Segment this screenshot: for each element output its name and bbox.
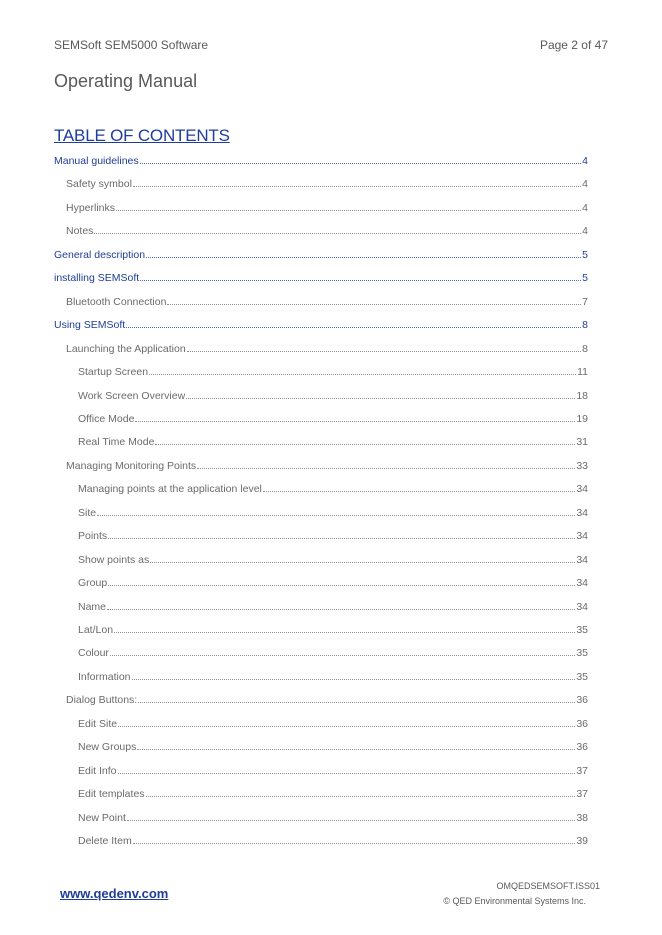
toc-entry-page: 11 <box>577 366 588 378</box>
toc-leader-dots <box>186 387 575 399</box>
toc-leader-dots <box>94 222 581 234</box>
toc-entry-label: Group <box>78 577 108 589</box>
toc-entry-label: Edit Info <box>78 765 117 777</box>
toc-leader-dots <box>118 715 575 727</box>
toc-entry-label: Manual guidelines <box>54 155 139 167</box>
toc-entry-page: 34 <box>576 483 588 495</box>
copyright-notice: © QED Environmental Systems Inc. <box>443 896 586 906</box>
toc-leader-dots <box>155 433 575 445</box>
toc-entry-page: 37 <box>576 765 588 777</box>
toc-leader-dots <box>137 738 575 750</box>
toc-leader-dots <box>138 691 575 703</box>
toc-entry-page: 4 <box>582 178 588 190</box>
toc-entry-label: Office Mode <box>78 413 135 425</box>
toc-entry[interactable] <box>78 668 588 684</box>
toc-leader-dots <box>126 316 581 328</box>
toc-entry-label: New Groups <box>78 741 137 753</box>
toc-entry-page: 8 <box>582 343 588 355</box>
toc-entry-label: Using SEMSoft <box>54 319 126 331</box>
toc-entry-label: Hyperlinks <box>66 202 116 214</box>
toc-leader-dots <box>197 457 575 469</box>
toc-leader-dots <box>108 527 575 539</box>
toc-leader-dots <box>149 363 576 375</box>
toc-entry-page: 36 <box>576 741 588 753</box>
toc-entry-label: Site <box>78 507 97 519</box>
toc-entry-label: Name <box>78 601 107 613</box>
toc-entry-label: Show points as <box>78 554 150 566</box>
toc-entry[interactable] <box>54 316 588 332</box>
toc-entry[interactable] <box>78 644 588 660</box>
toc-entry-page: 5 <box>582 249 588 261</box>
toc-entry[interactable] <box>78 527 588 543</box>
toc-entry-label: General description <box>54 249 146 261</box>
toc-leader-dots <box>140 152 582 164</box>
toc-leader-dots <box>118 762 576 774</box>
toc-entry-label: New Point <box>78 812 126 824</box>
toc-entry[interactable] <box>66 340 588 356</box>
toc-entry-page: 35 <box>576 647 588 659</box>
toc-leader-dots <box>146 246 581 258</box>
toc-leader-dots <box>133 832 576 844</box>
page-number: Page 2 of 47 <box>539 38 608 52</box>
toc-entry[interactable] <box>78 387 588 403</box>
toc-entry-page: 33 <box>576 460 588 472</box>
toc-entry-page: 34 <box>576 507 588 519</box>
toc-leader-dots <box>127 809 575 821</box>
toc-leader-dots <box>150 551 575 563</box>
toc-entry[interactable] <box>66 199 588 215</box>
toc-entry-label: Startup Screen <box>78 366 149 378</box>
toc-heading: TABLE OF CONTENTS <box>54 126 230 145</box>
toc-entry[interactable] <box>78 363 588 379</box>
toc-entry-page: 31 <box>576 436 588 448</box>
toc-entry-label: Managing points at the application level <box>78 483 262 495</box>
toc-entry-label: Safety symbol <box>66 178 132 190</box>
toc-entry-page: 19 <box>576 413 588 425</box>
toc-entry-page: 4 <box>582 155 588 167</box>
document-code: OMQEDSEMSOFT.ISS01 <box>496 881 600 891</box>
toc-entry-page: 7 <box>582 296 588 308</box>
toc-entry-label: Launching the Application <box>66 343 186 355</box>
toc-entry-page: 38 <box>576 812 588 824</box>
toc-entry-page: 5 <box>582 272 588 284</box>
toc-entry[interactable] <box>78 762 588 778</box>
toc-entry[interactable] <box>78 410 588 426</box>
toc-entry[interactable] <box>78 551 588 567</box>
toc-entry[interactable] <box>78 433 588 449</box>
toc-entry[interactable] <box>78 785 588 801</box>
toc-entry-page: 34 <box>576 530 588 542</box>
toc-entry[interactable] <box>54 152 588 168</box>
toc-entry[interactable] <box>78 832 588 848</box>
toc-entry-label: Edit Site <box>78 718 118 730</box>
toc-entry-label: Bluetooth Connection <box>66 296 167 308</box>
toc-entry[interactable] <box>54 246 588 262</box>
toc-entry-label: Dialog Buttons: <box>66 694 138 706</box>
toc-leader-dots <box>263 480 575 492</box>
toc-entry[interactable] <box>78 574 588 590</box>
toc-entry[interactable] <box>78 738 588 754</box>
toc-entry-label: Edit templates <box>78 788 145 800</box>
toc-entry[interactable] <box>78 598 588 614</box>
toc-leader-dots <box>110 644 575 656</box>
toc-entry-label: Colour <box>78 647 109 659</box>
toc-entry-page: 18 <box>576 390 588 402</box>
toc-entry[interactable] <box>54 269 588 285</box>
toc-entry-page: 34 <box>576 577 588 589</box>
toc-entry-page: 36 <box>576 718 588 730</box>
toc-entry[interactable] <box>78 809 588 825</box>
toc-entry[interactable] <box>66 222 588 238</box>
toc-leader-dots <box>133 175 581 187</box>
toc-leader-dots <box>108 574 575 586</box>
toc-leader-dots <box>135 410 575 422</box>
toc-entry-label: Lat/Lon <box>78 624 114 636</box>
toc-entry-label: Delete Item <box>78 835 132 847</box>
toc-entry-page: 4 <box>582 202 588 214</box>
toc-entry[interactable] <box>78 480 588 496</box>
toc-leader-dots <box>116 199 581 211</box>
toc-entry-label: Managing Monitoring Points <box>66 460 197 472</box>
toc-entry-page: 35 <box>576 671 588 683</box>
toc-entry-page: 8 <box>582 319 588 331</box>
toc-leader-dots <box>97 504 575 516</box>
toc-entry-label: Work Screen Overview <box>78 390 186 402</box>
toc-leader-dots <box>132 668 576 680</box>
toc-leader-dots <box>114 621 575 633</box>
toc-entry-page: 34 <box>576 554 588 566</box>
toc-entry[interactable] <box>66 175 588 191</box>
toc-entry-page: 4 <box>582 225 588 237</box>
toc-entry-label: Information <box>78 671 131 683</box>
toc-entry-page: 35 <box>576 624 588 636</box>
toc-leader-dots <box>146 785 576 797</box>
website-link[interactable]: www.qedenv.com <box>60 886 169 901</box>
toc-entry[interactable] <box>78 621 588 637</box>
toc-entry-page: 39 <box>576 835 588 847</box>
toc-entry-label: Points <box>78 530 108 542</box>
toc-entry-label: installing SEMSoft <box>54 272 140 284</box>
document-title: Operating Manual <box>54 71 198 91</box>
toc-leader-dots <box>107 598 575 610</box>
toc-leader-dots <box>167 293 581 305</box>
toc-entry[interactable] <box>66 457 588 473</box>
toc-entry-page: 36 <box>576 694 588 706</box>
toc-entry-page: 37 <box>576 788 588 800</box>
toc-entry[interactable] <box>66 293 588 309</box>
toc-entry[interactable] <box>66 691 588 707</box>
toc-entry[interactable] <box>78 715 588 731</box>
toc-entry-label: Notes <box>66 225 94 237</box>
product-name: SEMSoft SEM5000 Software <box>54 38 209 52</box>
toc-leader-dots <box>140 269 581 281</box>
toc-entry[interactable] <box>78 504 588 520</box>
toc-entry-page: 34 <box>576 601 588 613</box>
toc-leader-dots <box>187 340 581 352</box>
toc-entry-label: Real Time Mode <box>78 436 155 448</box>
